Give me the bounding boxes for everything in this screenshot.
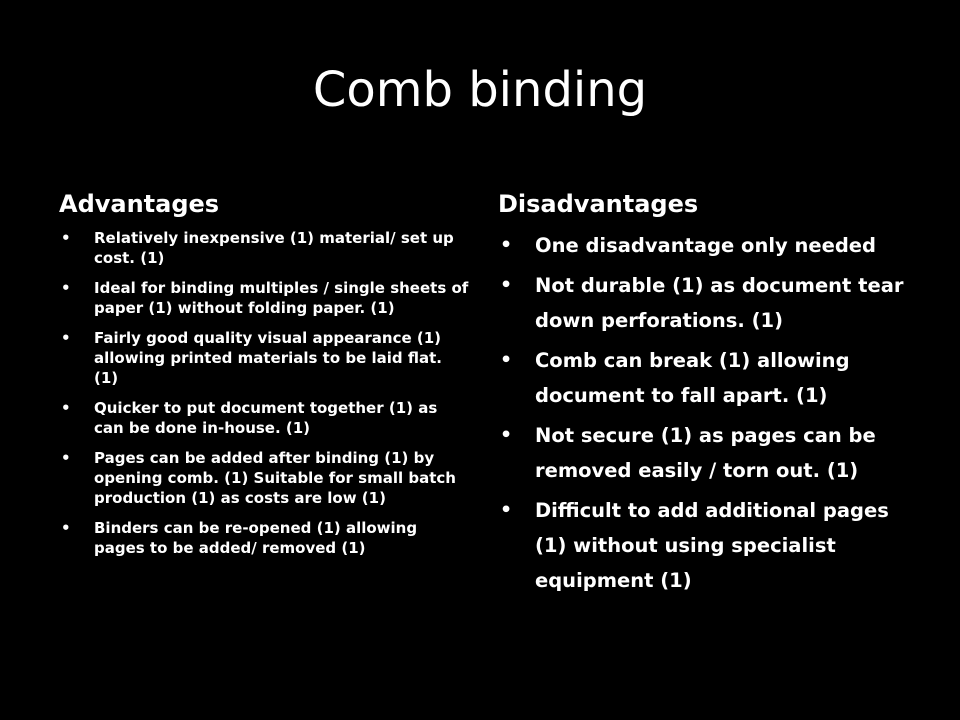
advantage-item (59, 328, 469, 388)
advantage-item (59, 448, 469, 508)
bullet-icon: • (500, 349, 513, 371)
advantage-item-text: Fairly good quality visual appearance (1) allowing printed materials to be laid flat. (1) (94, 329, 442, 387)
disadvantage-item (498, 418, 918, 488)
disadvantage-item-text: Not secure (1) as pages can be removed easily / torn out. (1) (535, 424, 876, 482)
disadvantage-item (498, 493, 918, 598)
disadvantages-heading: Disadvantages (498, 190, 699, 218)
bullet-icon: • (61, 229, 71, 247)
advantages-heading: Advantages (59, 190, 220, 218)
slide-title: Comb binding (312, 62, 648, 118)
advantage-item (59, 518, 469, 558)
advantage-item-text: Quicker to put document together (1) as can be done in-house. (1) (94, 399, 438, 437)
bullet-icon: • (500, 424, 513, 446)
advantage-item-text: Pages can be added after binding (1) by opening comb. (1) Suitable for small batch production (1) as costs are low (1) (94, 449, 456, 507)
advantage-item (59, 228, 469, 268)
bullet-icon: • (61, 399, 71, 417)
bullet-icon: • (61, 519, 71, 537)
disadvantages-list (498, 228, 918, 598)
advantage-item-text: Binders can be re-opened (1) allowing pages to be added/ removed (1) (94, 519, 418, 557)
bullet-icon: • (500, 274, 513, 296)
disadvantages-column (498, 186, 918, 603)
disadvantage-item (498, 268, 918, 338)
advantage-item (59, 398, 469, 438)
bullet-icon: • (61, 329, 71, 347)
bullet-icon: • (500, 234, 513, 256)
advantage-item-text: Relatively inexpensive (1) material/ set up cost. (1) (94, 229, 454, 267)
bullet-icon: • (500, 499, 513, 521)
advantages-list (59, 228, 469, 558)
disadvantage-item-text: One disadvantage only needed (535, 234, 876, 257)
disadvantage-item (498, 228, 918, 263)
disadvantage-item-text: Comb can break (1) allowing document to fall apart. (1) (535, 349, 850, 407)
disadvantage-item (498, 343, 918, 413)
advantage-item (59, 278, 469, 318)
advantages-column (59, 186, 469, 568)
bullet-icon: • (61, 449, 71, 467)
disadvantage-item-text: Difficult to add additional pages (1) without using specialist equipment (1) (535, 499, 889, 592)
bullet-icon: • (61, 279, 71, 297)
advantage-item-text: Ideal for binding multiples / single sheets of paper (1) without folding paper. (1) (94, 279, 469, 317)
disadvantage-item-text: Not durable (1) as document tear down perforations. (1) (535, 274, 904, 332)
